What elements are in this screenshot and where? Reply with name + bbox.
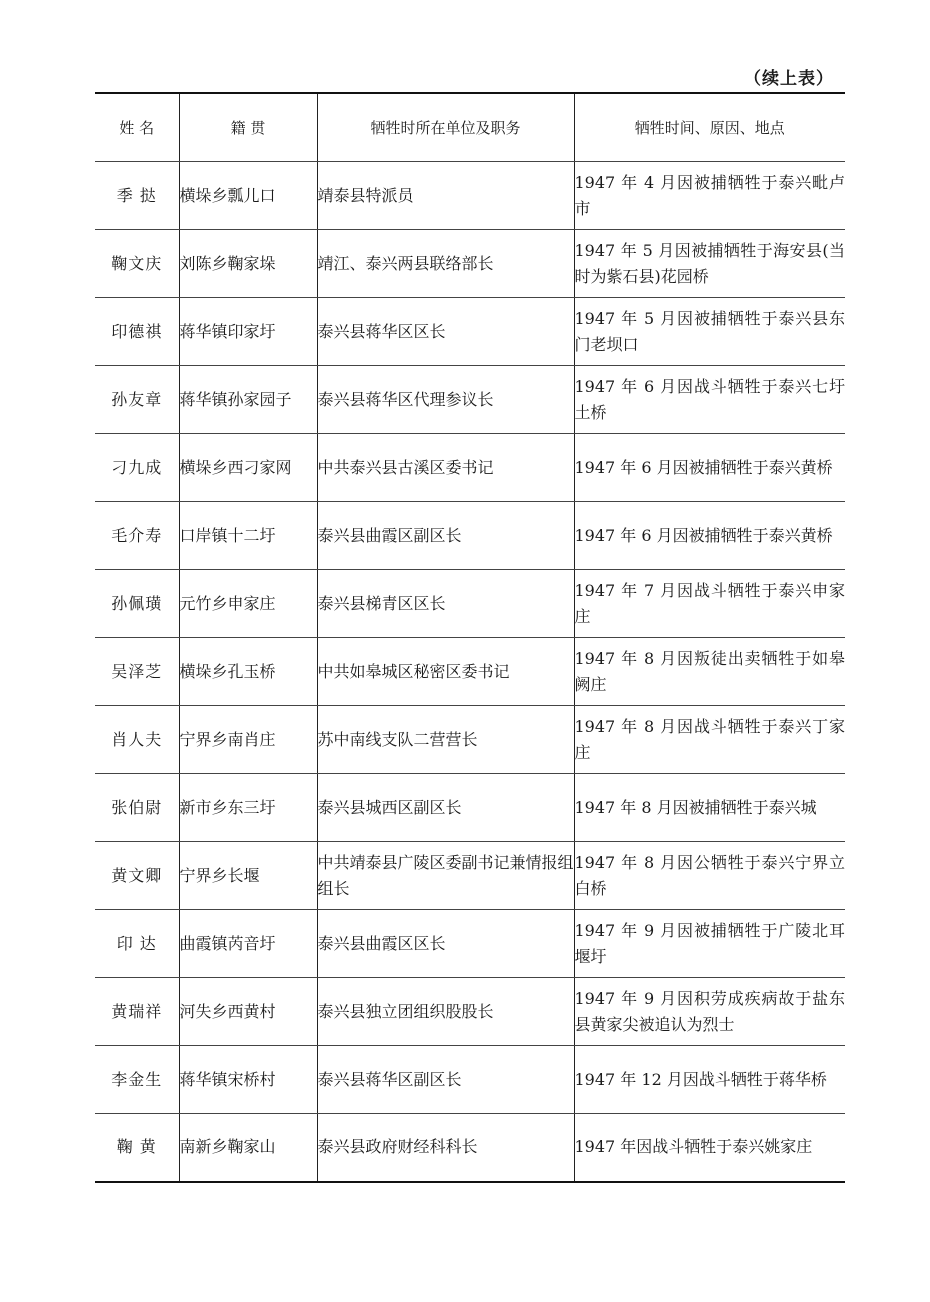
cell-name: 刁九成 bbox=[95, 434, 179, 502]
cell-origin: 刘陈乡鞠家垛 bbox=[179, 230, 317, 298]
table-row bbox=[95, 774, 845, 842]
cell-origin: 南新乡鞠家山 bbox=[179, 1114, 317, 1182]
table-row bbox=[95, 706, 845, 774]
cell-name: 鞠 黄 bbox=[95, 1114, 179, 1182]
cell-unit: 泰兴县曲霞区副区长 bbox=[317, 502, 574, 570]
cell-detail: 1947 年 12 月因战斗牺牲于蒋华桥 bbox=[574, 1046, 845, 1114]
table-row bbox=[95, 162, 845, 230]
cell-unit: 靖泰县特派员 bbox=[317, 162, 574, 230]
table-row bbox=[95, 978, 845, 1046]
cell-unit: 泰兴县蒋华区代理参议长 bbox=[317, 366, 574, 434]
cell-origin: 曲霞镇芮音圩 bbox=[179, 910, 317, 978]
cell-detail: 1947 年 4 月因被捕牺牲于泰兴毗卢市 bbox=[574, 162, 845, 230]
cell-detail: 1947 年 8 月因公牺牲于泰兴宁界立白桥 bbox=[574, 842, 845, 910]
cell-origin: 蒋华镇孙家园子 bbox=[179, 366, 317, 434]
cell-name: 黄瑞祥 bbox=[95, 978, 179, 1046]
cell-detail: 1947 年 9 月因被捕牺牲于广陵北耳堰圩 bbox=[574, 910, 845, 978]
cell-name: 鞠文庆 bbox=[95, 230, 179, 298]
cell-name: 孙友章 bbox=[95, 366, 179, 434]
cell-unit: 泰兴县梯青区区长 bbox=[317, 570, 574, 638]
cell-detail: 1947 年因战斗牺牲于泰兴姚家庄 bbox=[574, 1114, 845, 1182]
table-row bbox=[95, 298, 845, 366]
cell-detail: 1947 年 5 月因被捕牺牲于海安县(当时为紫石县)花园桥 bbox=[574, 230, 845, 298]
cell-unit: 泰兴县政府财经科科长 bbox=[317, 1114, 574, 1182]
cell-detail: 1947 年 8 月因叛徒出卖牺牲于如皋阙庄 bbox=[574, 638, 845, 706]
cell-origin: 横垛乡西刁家网 bbox=[179, 434, 317, 502]
cell-unit: 泰兴县曲霞区区长 bbox=[317, 910, 574, 978]
cell-origin: 蒋华镇印家圩 bbox=[179, 298, 317, 366]
header-row bbox=[95, 93, 845, 162]
cell-name: 印 达 bbox=[95, 910, 179, 978]
cell-unit: 泰兴县独立团组织股股长 bbox=[317, 978, 574, 1046]
cell-unit: 泰兴县城西区副区长 bbox=[317, 774, 574, 842]
cell-name: 黄文卿 bbox=[95, 842, 179, 910]
cell-detail: 1947 年 8 月因战斗牺牲于泰兴丁家庄 bbox=[574, 706, 845, 774]
cell-origin: 河失乡西黄村 bbox=[179, 978, 317, 1046]
header-name: 姓 名 bbox=[95, 93, 179, 162]
continuation-label: （续上表） bbox=[744, 69, 834, 89]
table-row bbox=[95, 570, 845, 638]
cell-name: 张伯尉 bbox=[95, 774, 179, 842]
cell-unit: 靖江、泰兴两县联络部长 bbox=[317, 230, 574, 298]
cell-name: 吴泽芝 bbox=[95, 638, 179, 706]
cell-origin: 口岸镇十二圩 bbox=[179, 502, 317, 570]
cell-name: 印德祺 bbox=[95, 298, 179, 366]
cell-detail: 1947 年 8 月因被捕牺牲于泰兴城 bbox=[574, 774, 845, 842]
cell-unit: 泰兴县蒋华区区长 bbox=[317, 298, 574, 366]
cell-unit: 苏中南线支队二营营长 bbox=[317, 706, 574, 774]
cell-detail: 1947 年 6 月因战斗牺牲于泰兴七圩土桥 bbox=[574, 366, 845, 434]
cell-origin: 元竹乡申家庄 bbox=[179, 570, 317, 638]
cell-unit: 泰兴县蒋华区副区长 bbox=[317, 1046, 574, 1114]
cell-origin: 宁界乡南肖庄 bbox=[179, 706, 317, 774]
cell-name: 孙佩璜 bbox=[95, 570, 179, 638]
cell-detail: 1947 年 6 月因被捕牺牲于泰兴黄桥 bbox=[574, 502, 845, 570]
table-body bbox=[95, 162, 845, 1182]
cell-unit: 中共如皋城区秘密区委书记 bbox=[317, 638, 574, 706]
cell-origin: 横垛乡孔玉桥 bbox=[179, 638, 317, 706]
cell-origin: 横垛乡瓢儿口 bbox=[179, 162, 317, 230]
table-row bbox=[95, 230, 845, 298]
cell-name: 季 挞 bbox=[95, 162, 179, 230]
cell-name: 肖人夫 bbox=[95, 706, 179, 774]
header-unit: 牺牲时所在单位及职务 bbox=[317, 93, 574, 162]
cell-detail: 1947 年 7 月因战斗牺牲于泰兴申家庄 bbox=[574, 570, 845, 638]
table-row bbox=[95, 842, 845, 910]
header-origin: 籍 贯 bbox=[179, 93, 317, 162]
table-row bbox=[95, 638, 845, 706]
header-detail: 牺牲时间、原因、地点 bbox=[574, 93, 845, 162]
cell-detail: 1947 年 9 月因积劳成疾病故于盐东县黄家尖被追认为烈士 bbox=[574, 978, 845, 1046]
cell-origin: 蒋华镇宋桥村 bbox=[179, 1046, 317, 1114]
table-row bbox=[95, 434, 845, 502]
cell-origin: 新市乡东三圩 bbox=[179, 774, 317, 842]
cell-name: 毛介寿 bbox=[95, 502, 179, 570]
table-header bbox=[95, 93, 845, 162]
cell-unit: 中共靖泰县广陵区委副书记兼情报组组长 bbox=[317, 842, 574, 910]
table-row bbox=[95, 1114, 845, 1182]
martyr-roster-table bbox=[95, 92, 845, 1183]
cell-name: 李金生 bbox=[95, 1046, 179, 1114]
table-row bbox=[95, 1046, 845, 1114]
table-row bbox=[95, 366, 845, 434]
cell-origin: 宁界乡长堰 bbox=[179, 842, 317, 910]
cell-unit: 中共泰兴县古溪区委书记 bbox=[317, 434, 574, 502]
cell-detail: 1947 年 5 月因被捕牺牲于泰兴县东门老坝口 bbox=[574, 298, 845, 366]
table-row bbox=[95, 502, 845, 570]
cell-detail: 1947 年 6 月因被捕牺牲于泰兴黄桥 bbox=[574, 434, 845, 502]
table-row bbox=[95, 910, 845, 978]
